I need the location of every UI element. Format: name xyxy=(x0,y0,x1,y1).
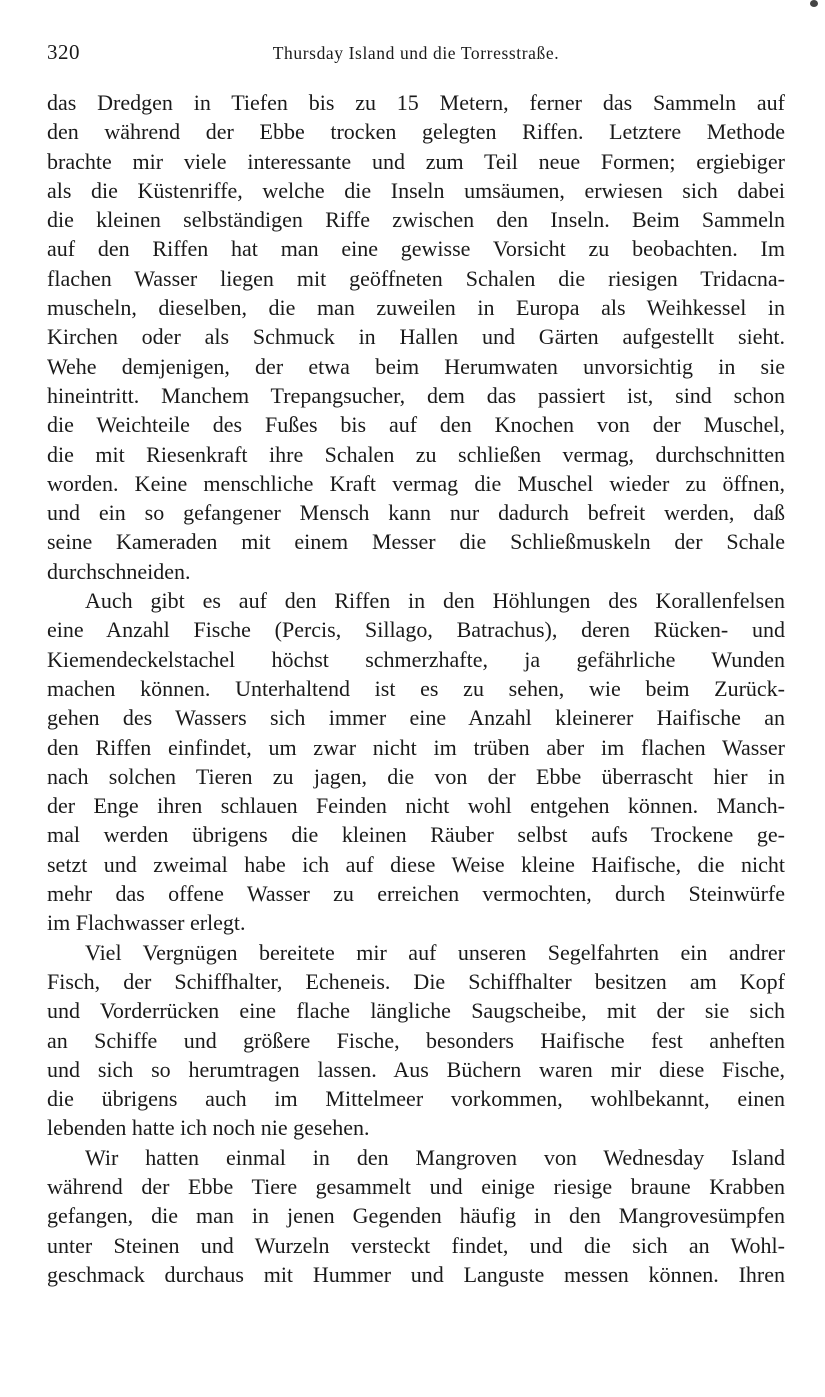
text-line: Kiemendeckelstachel höchst schmerzhafte, ja gefährliche Wunden xyxy=(47,646,785,672)
paragraph-3 xyxy=(47,938,785,1143)
text-line: und sich so herumtragen lassen. Aus Büchern waren mir diese Fische, xyxy=(47,1056,785,1082)
text-line: und ein so gefangener Mensch kann nur dadurch befreit werden, daß xyxy=(47,500,785,526)
text-line: lebenden hatte ich noch nie gesehen. xyxy=(47,1115,370,1141)
text-line: Kirchen oder als Schmuck in Hallen und Gärten aufgestellt sieht. xyxy=(47,324,785,350)
text-line: die übrigens auch im Mittelmeer vorkommen, wohlbekannt, einen xyxy=(47,1086,785,1112)
running-title: Thursday Island und die Torresstraße. xyxy=(272,43,560,63)
text-line: setzt und zweimal habe ich auf diese Weise kleine Haifische, die nicht xyxy=(47,851,785,877)
text-line: eine Anzahl Fische (Percis, Sillago, Batrachus), deren Rücken- und xyxy=(47,617,785,643)
text-line: unter Steinen und Wurzeln versteckt findet, und die sich an Wohl- xyxy=(47,1232,785,1258)
text-line: mehr das offene Wasser zu erreichen vermochten, durch Steinwürfe xyxy=(47,881,785,907)
text-line: gehen des Wassers sich immer eine Anzahl kleinerer Haifische an xyxy=(47,705,785,731)
text-line: die mit Riesenkraft ihre Schalen zu schließen vermag, durchschnitten xyxy=(47,441,785,467)
text-line: geschmack durchaus mit Hummer und Languste messen können. Ihren xyxy=(47,1261,785,1287)
paragraph-1 xyxy=(47,88,785,586)
text-line: an Schiffe und größere Fische, besonders Haifische fest anheften xyxy=(47,1027,785,1053)
text-line: das Dredgen in Tiefen bis zu 15 Metern, ferner das Sammeln auf xyxy=(47,90,785,115)
text-line: und Vorderrücken eine flache längliche Saugscheibe, mit der sie sich xyxy=(47,998,785,1024)
paragraph-2 xyxy=(47,586,785,938)
text-line: den während der Ebbe trocken gelegten Riffen. Letztere Methode xyxy=(47,119,785,145)
page-number: 320 xyxy=(47,40,80,64)
text-line: Fisch, der Schiffhalter, Echeneis. Die Schiffhalter besitzen am Kopf xyxy=(47,968,785,994)
text-line: brachte mir viele interessante und zum Teil neue Formen; ergiebiger xyxy=(47,148,785,174)
text-line: Viel Vergnügen bereitete mir auf unseren Segelfahrten ein andrer xyxy=(85,939,785,965)
text-line: nach solchen Tieren zu jagen, die von der Ebbe überrascht hier in xyxy=(47,763,785,789)
text-line: muscheln, dieselben, die man zuweilen in Europa als Weihkessel in xyxy=(47,295,785,321)
running-header xyxy=(47,40,785,70)
text-line: seine Kameraden mit einem Messer die Schließmuskeln der Schale xyxy=(47,529,785,555)
text-line: als die Küstenriffe, welche die Inseln umsäumen, erwiesen sich dabei xyxy=(47,177,785,203)
text-line: flachen Wasser liegen mit geöffneten Schalen die riesigen Tridacna- xyxy=(47,265,785,291)
text-line: Wehe demjenigen, der etwa beim Herumwaten unvorsichtig in sie xyxy=(47,353,785,379)
text-line: worden. Keine menschliche Kraft vermag die Muschel wieder zu öffnen, xyxy=(47,470,785,496)
paragraph-4 xyxy=(47,1143,785,1289)
text-line: die kleinen selbständigen Riffe zwischen den Inseln. Beim Sammeln xyxy=(47,207,785,233)
ink-speck xyxy=(810,0,818,7)
text-line: Wir hatten einmal in den Mangroven von Wednesday Island xyxy=(85,1144,785,1170)
body-text xyxy=(47,88,785,1289)
text-line: durchschneiden. xyxy=(47,558,191,584)
text-line: die Weichteile des Fußes bis auf den Knochen von der Muschel, xyxy=(47,412,785,438)
text-line: den Riffen einfindet, um zwar nicht im trüben aber im flachen Wasser xyxy=(47,734,785,760)
text-line: während der Ebbe Tiere gesammelt und einige riesige braune Krabben xyxy=(47,1173,785,1199)
text-line: auf den Riffen hat man eine gewisse Vorsicht zu beobachten. Im xyxy=(47,236,785,262)
text-line: machen können. Unterhaltend ist es zu sehen, wie beim Zurück- xyxy=(47,675,785,701)
text-line: Auch gibt es auf den Riffen in den Höhlungen des Korallenfelsen xyxy=(85,588,785,614)
text-line: der Enge ihren schlauen Feinden nicht wohl entgehen können. Manch- xyxy=(47,793,785,819)
text-line: im Flachwasser erlegt. xyxy=(47,910,246,936)
text-line: mal werden übrigens die kleinen Räuber selbst aufs Trockene ge- xyxy=(47,822,785,848)
text-line: hineintritt. Manchem Trepangsucher, dem das passiert ist, sind schon xyxy=(47,382,785,408)
text-line: gefangen, die man in jenen Gegenden häufig in den Mangrovesümpfen xyxy=(47,1203,785,1229)
